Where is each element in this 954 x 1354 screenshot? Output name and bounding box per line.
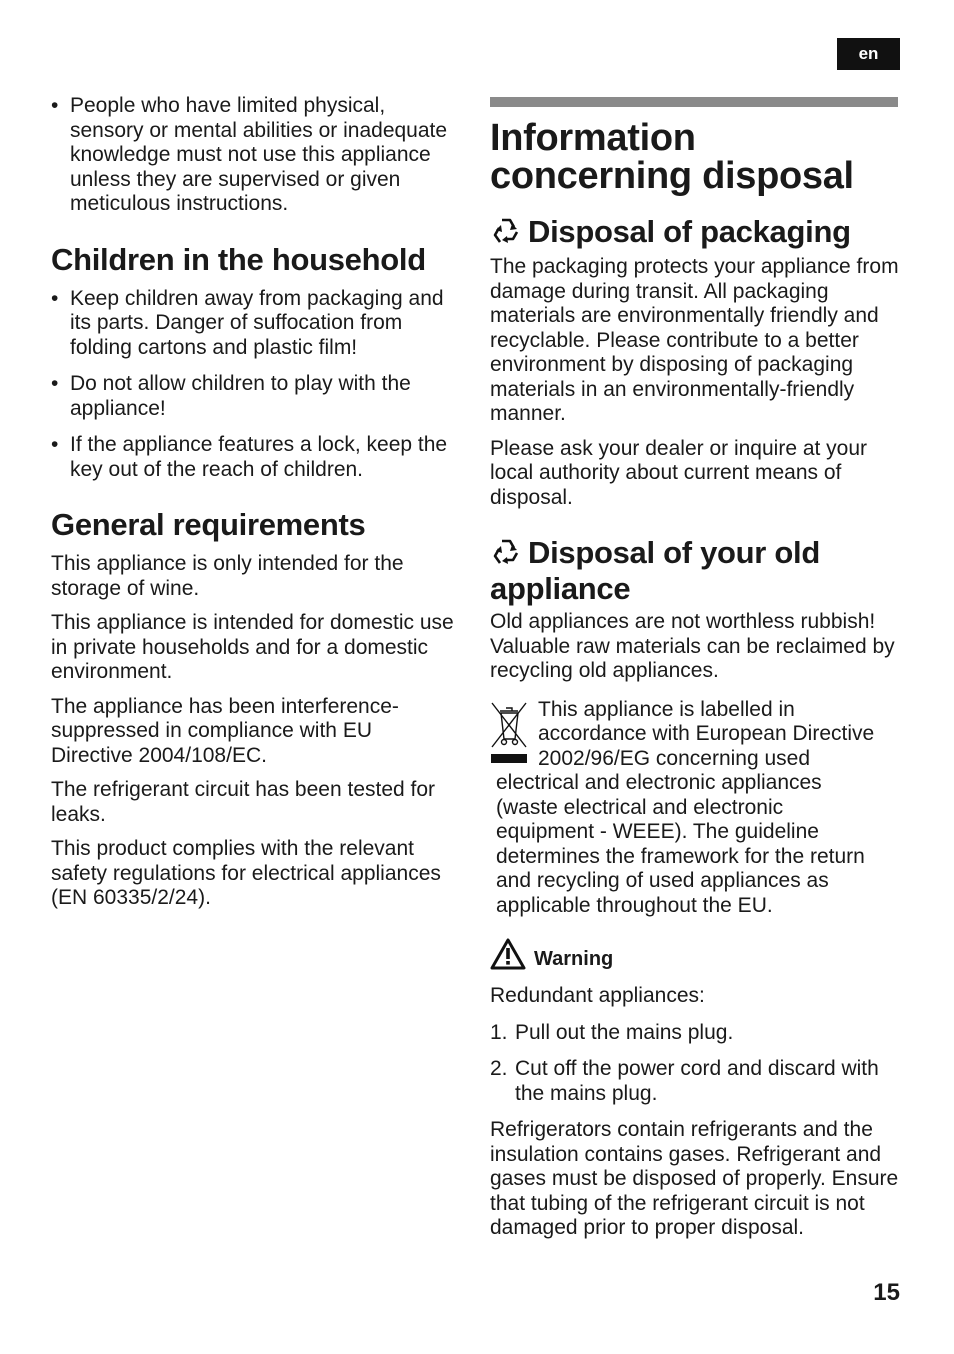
step-number: 2. <box>490 1057 508 1080</box>
paragraph: This appliance is intended for domestic use in private households and for a domestic environment. <box>51 611 454 683</box>
old-appliance-heading-row <box>490 536 902 570</box>
section-heading-old-appliance-cont: appliance <box>490 571 631 606</box>
paragraph: This product complies with the relevant safety regulations for electrical appliances (EN 60335/2/24). <box>51 837 441 909</box>
weee-text-bottom <box>490 771 902 918</box>
left-column <box>51 94 463 921</box>
page-number: 15 <box>873 1279 900 1306</box>
step-number: 1. <box>490 1020 508 1044</box>
intro-bullet-list <box>51 94 463 217</box>
page-title-line-2: concerning disposal <box>490 155 854 197</box>
page-title <box>490 119 902 195</box>
list-item: • Do not allow children to play with the appliance! <box>51 372 463 421</box>
weee-notice <box>490 698 902 919</box>
step-text: Pull out the mains plug. <box>515 1020 734 1044</box>
right-column <box>490 97 902 1251</box>
numbered-step <box>490 1057 902 1106</box>
heading-line-1: Disposal of your old <box>528 535 820 570</box>
warning-heading-row <box>490 938 902 970</box>
weee-line: and recycling of used appliances as <box>496 869 829 892</box>
packaging-heading-row <box>490 215 902 249</box>
paragraph: This appliance is only intended for the storage of wine. <box>51 552 404 600</box>
paragraph: Redundant appliances: <box>490 984 705 1007</box>
section-heading-children: Children in the household <box>51 241 426 277</box>
weee-line: (waste electrical and electronic <box>496 795 784 819</box>
section-heading-old-appliance <box>528 536 820 570</box>
children-bullet-list <box>51 287 463 483</box>
recycle-icon <box>490 216 522 248</box>
paragraph: The refrigerant circuit has been tested for leaks. <box>51 778 436 826</box>
list-item: • Keep children away from packaging and its parts. Danger of suffocation from folding cartons and plastic film! <box>51 287 463 361</box>
paragraph: The appliance has been interference-suppressed in compliance with EU Directive 2004/108/EC. <box>51 694 399 767</box>
section-rule <box>490 97 898 107</box>
weee-line: This appliance is labelled in <box>538 697 795 721</box>
warning-triangle-icon <box>490 938 526 970</box>
warning-label: Warning <box>534 948 614 970</box>
weee-line: electrical and electronic appliances <box>496 771 822 794</box>
list-item: • If the appliance features a lock, keep the key out of the reach of children. <box>51 433 463 482</box>
weee-line: applicable throughout the EU. <box>496 893 773 917</box>
recycle-icon <box>490 537 522 569</box>
page-title-line-1: Information <box>490 117 696 159</box>
numbered-step <box>490 1021 902 1046</box>
weee-line: equipment - WEEE). The guideline <box>496 820 819 843</box>
paragraph: The packaging protects your appliance from damage during transit. All packaging materials are environmentally friendly and recyclable. Please contribute to a better environment by disposing of packaging materials in an environmentally-friendly manner. <box>490 255 899 425</box>
language-badge: en <box>837 38 900 70</box>
weee-line: 2002/96/EG concerning used <box>538 746 811 770</box>
weee-text-top <box>490 698 902 772</box>
crossed-out-bin-icon <box>490 699 528 765</box>
list-item: • People who have limited physical, sensory or mental abilities or inadequate knowledge must not use this appliance unless they are supervised or given meticulous instructions. <box>51 94 463 217</box>
weee-line: accordance with European Directive <box>538 722 875 745</box>
paragraph: Refrigerators contain refrigerants and the insulation contains gases. Refrigerant and gases must be disposed of properly. Ensure that tubing of the refrigerant circuit is not damaged prior to proper disposal. <box>490 1118 899 1239</box>
paragraph: Please ask your dealer or inquire at your local authority about current means of disposal. <box>490 436 868 509</box>
step-text: Cut off the power cord and discard with the mains plug. <box>515 1057 879 1105</box>
section-heading-general: General requirements <box>51 507 366 542</box>
section-heading-packaging: Disposal of packaging <box>528 214 851 249</box>
weee-line: determines the framework for the return <box>496 844 865 868</box>
paragraph: Old appliances are not worthless rubbish! Valuable raw materials can be reclaimed by recycling old appliances. <box>490 610 895 682</box>
